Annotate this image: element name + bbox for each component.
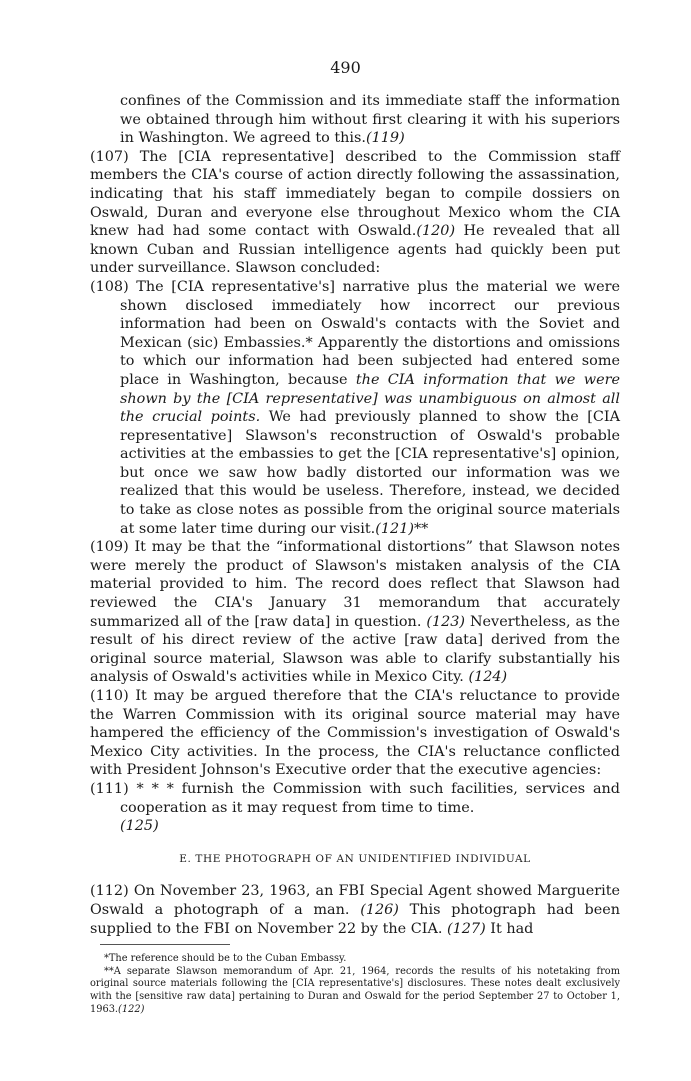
paragraph-text: We had previously planned to show the [CIA representative] Slawson's reconstruction of Oswald's probable activities at the embassies to get the [CIA representative's] opinion, but once we saw how badly distorted our information was we realized that this would be useless. Therefore, instead, we decided to take as close notes as possible from the original source materials at some later time during our visit.: [120, 409, 620, 537]
citation: (127): [447, 920, 486, 937]
citation: (125): [120, 818, 159, 835]
paragraph-107: [90, 148, 620, 278]
paragraph-number: (109): [90, 539, 129, 556]
footnotes: [90, 953, 620, 1016]
paragraph-text: He revealed that all known Cuban and Russian intelligence agents had quickly been put under surveillance. Slawson concluded:: [90, 223, 620, 277]
paragraph-number: (111): [90, 780, 129, 797]
paragraph-text: This photograph had been supplied to the FBI on November 22 by the CIA.: [90, 901, 620, 937]
footnote-text: **A separate Slawson memorandum of Apr. 21, 1964, records the results of his notetaking from original source materials following the [CIA representative's] disclosures. These notes dealt exclusively with the [sensitive raw data] pertaining to Duran and Oswald for the period September 27 to October 1, 1963.: [90, 965, 620, 1015]
paragraph-number: (112): [90, 883, 129, 900]
paragraph-text: Nevertheless, as the result of his direct review of the active [raw data] derived from the original source material, Slawson was able to clarify substantially his analysis of Oswald's activities while in Mexico City.: [90, 613, 620, 686]
paragraph-text: It may be argued therefore that the CIA's reluctance to provide the Warren Commission with its original source material may have hampered the efficiency of the Commission's investigation of Oswald's Mexico City activities. In the process, the CIA's reluctance conflicted with President Johnson's Executive order that the executive agencies:: [90, 688, 620, 779]
citation: (124): [468, 669, 508, 686]
footnote-divider: [100, 944, 230, 945]
paragraph-108: [90, 278, 620, 538]
italic-passage: the CIA information that we were shown by the [CIA representative] was unambiguous on almost all the crucial points.: [120, 371, 620, 426]
citation: (120): [416, 223, 456, 240]
paragraph-text: The [CIA representative's] narrative plus the material we were shown disclosed immediately how incorrect our previous information had been on Oswald's contacts with the Soviet and Mexican (sic) Embassies.* Apparently the distortions and omissions to which our information had been subjected had entered some place in Washington, because: [120, 278, 620, 388]
paragraph-number: (110): [90, 688, 129, 704]
paragraph-111: [90, 780, 620, 836]
paragraph-109: [90, 538, 620, 687]
footnote: *The reference should be to the Cuban Embassy.: [104, 953, 347, 965]
paragraph-number: (108): [90, 278, 129, 295]
paragraph-text: * * * furnish the Commission with such facilities, services and cooperation as it may request from time to time.: [120, 780, 621, 816]
section-heading: E. THE PHOTOGRAPH OF AN UNIDENTIFIED INDIVIDUAL: [179, 852, 531, 865]
paragraph-number: (107): [90, 148, 129, 165]
page-number: 490: [330, 58, 361, 77]
paragraph-110: [90, 687, 620, 780]
paragraph-text: It may be that the “informational distortions” that Slawson notes were merely the product of Slawson's mistaken analysis of the CIA material provided to him. The record does reflect that Slawson had reviewed the CIA's January 31 memorandum that accurately summarized all of the [raw data] in question.: [90, 539, 620, 630]
paragraph-continuation: [90, 92, 620, 148]
paragraph-text: The [CIA representative] described to the Commission staff members the CIA's course of action directly following the assassination, indicating that his staff immediately began to compile dossiers on Oswald, Duran and everyone else throughout Mexico whom the CIA knew had had some contact with Oswald.: [90, 148, 620, 240]
paragraph-text: On November 23, 1963, an FBI Special Agent showed Marguerite Oswald a photograph of a man.: [90, 883, 620, 918]
citation: (123): [426, 613, 466, 630]
paragraph-text: confines of the Commission and its immediate staff the information we obtained through him without first clearing it with his superiors in Washington. We agreed to this.: [120, 93, 620, 147]
footnote: [90, 966, 620, 1016]
citation: (122): [118, 1003, 145, 1015]
citation: (119): [366, 130, 405, 147]
paragraph-112: [90, 882, 620, 938]
citation: (126): [360, 901, 399, 918]
paragraph-text: It had: [490, 920, 534, 937]
citation: (121)**: [375, 520, 429, 537]
body-text: [90, 92, 620, 1016]
